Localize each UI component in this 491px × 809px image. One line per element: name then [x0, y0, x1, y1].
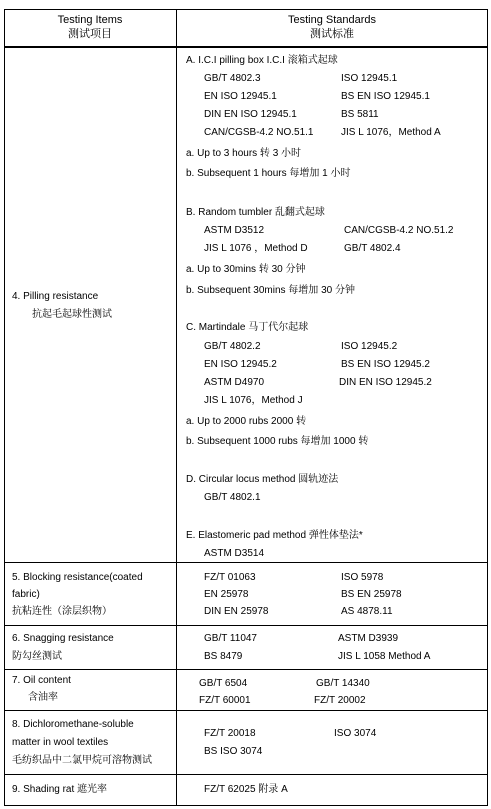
item-dichloro-zh: 毛纺织品中二氯甲烷可溶物测试	[12, 755, 152, 766]
item-oil-zh: 含油率	[28, 692, 58, 703]
pilling-method-b-title: B. Random tumbler 乱翻式起球	[186, 207, 325, 218]
standard-code: ASTM D3939	[338, 633, 399, 644]
item-blocking-en: 5. Blocking resistance(coated	[12, 572, 143, 583]
standard-code: JIS L 1076，Method A	[341, 127, 441, 138]
item-shading: 9. Shading rat 遮光率	[12, 784, 108, 795]
pilling-method-d-title: D. Circular locus method 圆轨迹法	[186, 474, 339, 485]
standard-code: EN ISO 12945.2	[204, 359, 277, 370]
standard-code: FZ/T 62025 附录 A	[204, 784, 288, 795]
standard-code: BS ISO 3074	[204, 746, 263, 757]
header-testing-standards-en: Testing Standards	[287, 14, 377, 26]
header-bottom-border	[4, 46, 488, 48]
item-snagging-en: 6. Snagging resistance	[12, 633, 114, 644]
header-testing-items-en: Testing Items	[57, 14, 123, 26]
table-border-left	[4, 9, 5, 806]
header-testing-items-zh: 测试项目	[68, 27, 112, 40]
item-oil-en: 7. Oil content	[12, 675, 71, 686]
standard-code: BS 5811	[341, 109, 379, 120]
standard-code: ISO 3074	[334, 728, 377, 739]
item-dichloro-en-cont: matter in wool textiles	[12, 737, 109, 748]
standard-code: ASTM D3512	[204, 225, 265, 236]
standard-code: GB/T 4802.1	[204, 492, 261, 503]
item-pilling-zh: 抗起毛起球性测试	[32, 309, 112, 320]
pilling-c-option-b: b. Subsequent 1000 rubs 每增加 1000 转	[186, 436, 369, 447]
standard-code: CAN/CGSB-4.2 NO.51.1	[204, 127, 314, 138]
standard-code: FZ/T 20018	[204, 728, 256, 739]
standard-code: BS EN 25978	[341, 589, 402, 600]
standard-code: ISO 5978	[341, 572, 384, 583]
standard-code: GB/T 4802.3	[204, 73, 261, 84]
item-blocking-en-cont: fabric)	[12, 589, 40, 600]
standard-code: GB/T 11047	[204, 633, 257, 644]
standard-code: JIS L 1058 Method A	[338, 651, 431, 662]
pilling-b-option-a: a. Up to 30mins 转 30 分钟	[186, 264, 306, 275]
header-testing-standards	[177, 14, 487, 40]
standard-code: JIS L 1076 ，Method D	[204, 243, 308, 254]
table-border-right	[487, 9, 488, 806]
standard-code: ISO 12945.1	[341, 73, 398, 84]
standard-code: JIS L 1076，Method J	[204, 395, 303, 406]
standard-code: FZ/T 20002	[314, 695, 366, 706]
standard-code: GB/T 6504	[199, 678, 248, 689]
pilling-a-option-a: a. Up to 3 hours 转 3 小时	[186, 148, 302, 159]
pilling-c-option-a: a. Up to 2000 rubs 2000 转	[186, 416, 307, 427]
pilling-b-option-b: b. Subsequent 30mins 每增加 30 分钟	[186, 285, 355, 296]
standard-code: DIN EN 25978	[204, 606, 269, 617]
item-blocking-zh: 抗粘连性（涂层织物）	[12, 606, 112, 617]
standard-code: ASTM D3514	[204, 548, 265, 559]
standard-code: FZ/T 60001	[199, 695, 251, 706]
header-testing-items	[4, 14, 176, 40]
standard-code: GB/T 4802.4	[344, 243, 401, 254]
item-pilling-en: 4. Pilling resistance	[12, 291, 99, 302]
standard-code: FZ/T 01063	[204, 572, 256, 583]
standard-code: AS 4878.11	[341, 606, 393, 617]
row-divider	[4, 774, 488, 775]
standard-code: ISO 12945.2	[341, 341, 398, 352]
column-divider	[176, 9, 177, 806]
standard-code: GB/T 14340	[316, 678, 370, 689]
standard-code: BS EN ISO 12945.2	[341, 359, 430, 370]
standard-code: GB/T 4802.2	[204, 341, 261, 352]
standard-code: DIN EN ISO 12945.1	[204, 109, 297, 120]
item-dichloro-en: 8. Dichloromethane-soluble	[12, 719, 134, 730]
pilling-method-e-title: E. Elastomeric pad method 弹性体垫法*	[186, 530, 363, 541]
item-snagging-zh: 防勾丝测试	[12, 651, 62, 662]
row-divider	[4, 669, 488, 670]
standard-code: BS EN ISO 12945.1	[341, 91, 430, 102]
row-divider	[4, 625, 488, 626]
pilling-method-c-title: C. Martindale 马丁代尔起球	[186, 322, 309, 333]
standard-code: EN ISO 12945.1	[204, 91, 277, 102]
standard-code: ASTM D4970	[204, 377, 265, 388]
standard-code: DIN EN ISO 12945.2	[339, 377, 432, 388]
row-divider	[4, 562, 488, 563]
header-testing-standards-zh: 测试标准	[310, 27, 354, 40]
pilling-method-a-title: A. I.C.I pilling box I.C.I 滚箱式起球	[186, 55, 338, 66]
table-border-bottom	[4, 805, 488, 806]
standard-code: BS 8479	[204, 651, 243, 662]
table-border-top	[4, 9, 488, 10]
row-divider	[4, 710, 488, 711]
standard-code: CAN/CGSB-4.2 NO.51.2	[344, 225, 454, 236]
standard-code: EN 25978	[204, 589, 249, 600]
pilling-a-option-b: b. Subsequent 1 hours 每增加 1 小时	[186, 168, 351, 179]
